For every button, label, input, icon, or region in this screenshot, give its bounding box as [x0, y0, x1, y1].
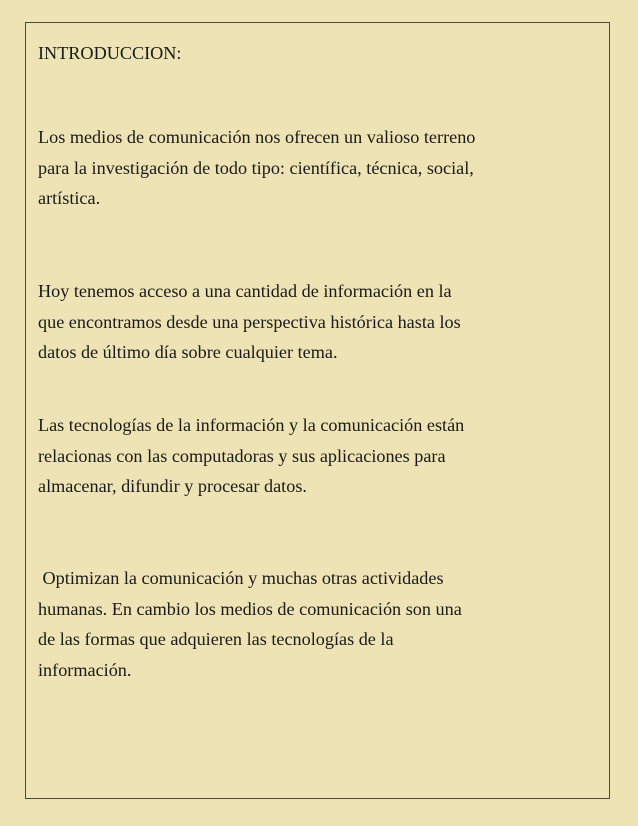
- paragraph-4: [38, 563, 594, 685]
- paragraph-line: Optimizan la comunicación y muchas otras actividades: [38, 568, 444, 588]
- paragraph-2: [38, 276, 594, 368]
- paragraph-line: de las formas que adquieren las tecnologías de la: [38, 629, 394, 649]
- paragraph-line: Las tecnologías de la información y la comunicación están: [38, 415, 465, 435]
- paragraph-line: para la investigación de todo tipo: científica, técnica, social,: [38, 157, 474, 178]
- paragraph-line: relacionas con las computadoras y sus aplicaciones para: [38, 445, 446, 466]
- heading-text: INTRODUCCION:: [38, 43, 182, 63]
- paragraph-line: Los medios de comunicación nos ofrecen un valioso terreno: [38, 127, 476, 147]
- paragraph-line: información.: [38, 659, 132, 680]
- section-heading: [38, 38, 594, 69]
- paragraph-line: datos de último día sobre cualquier tema.: [38, 342, 338, 362]
- paragraph-1: [38, 122, 594, 214]
- paragraph-line: que encontramos desde una perspectiva histórica hasta los: [38, 311, 461, 332]
- paragraph-line: almacenar, difundir y procesar datos.: [38, 476, 307, 496]
- paragraph-line: artística.: [38, 188, 101, 208]
- paragraph-line: humanas. En cambio los medios de comunicación son una: [38, 598, 462, 619]
- paragraph-3: [38, 410, 594, 502]
- paragraph-line: Hoy tenemos acceso a una cantidad de información en la: [38, 281, 452, 301]
